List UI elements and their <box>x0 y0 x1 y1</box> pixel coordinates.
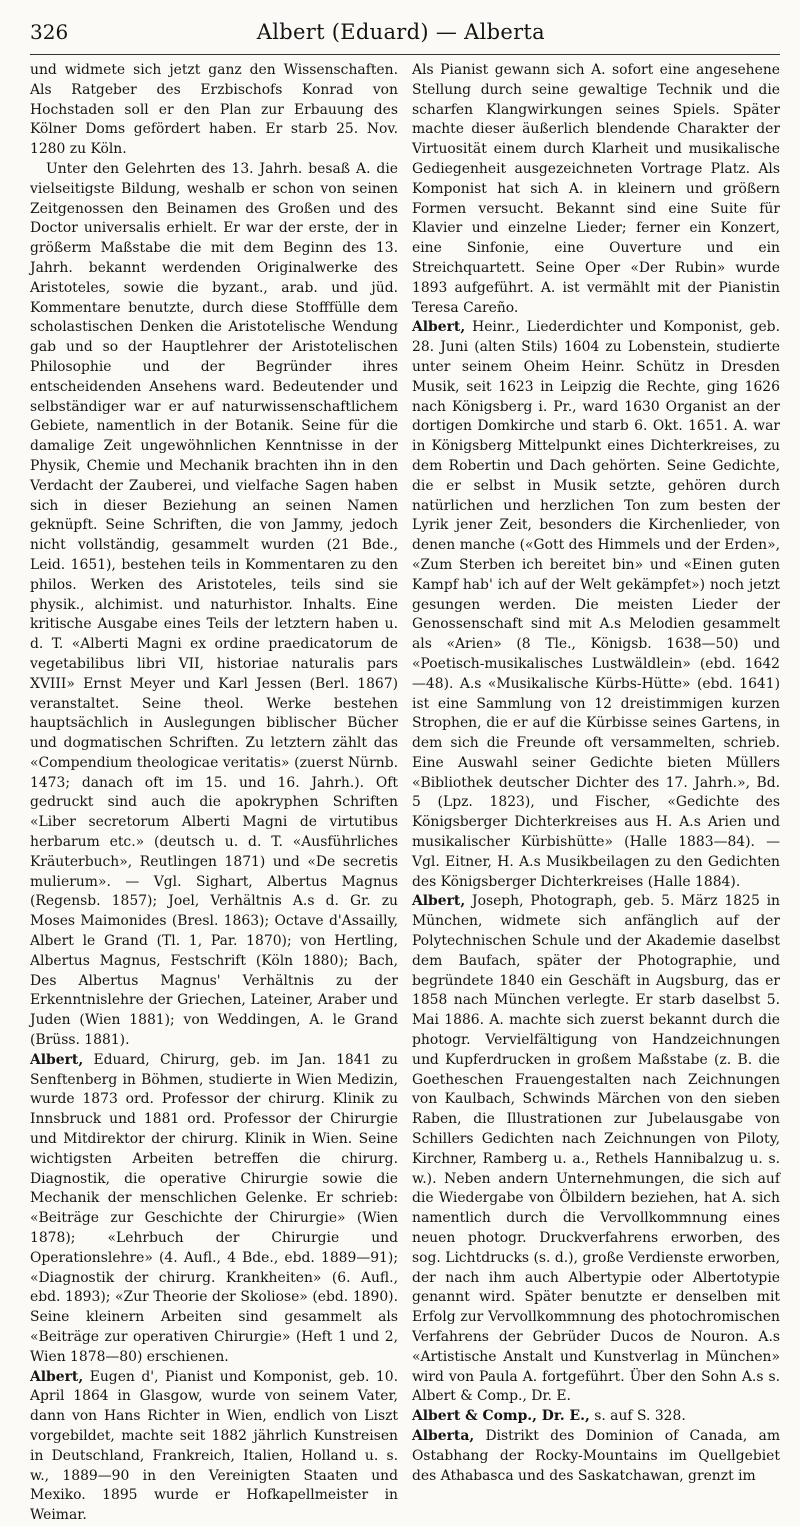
entry-albert-heinrich <box>412 318 780 892</box>
entry-body: s. auf S. 328. <box>589 1408 686 1425</box>
entry-headword: Albert & Comp., Dr. E., <box>412 1408 590 1425</box>
entry-body: Heinr., Liederdichter und Komponist, geb. 28. Juni (alten Stils) 1604 zu Lobenstein, studierte unter seinem Oheim Heinr. Schütz in Dresden Musik, seit 1623 in Leipzig die Rechte, ging 1626 nach Königsberg i. Pr., ward 1630 Organist an der dortigen Domkirche und starb 6. Okt. 1651. A. war in Königsberg Mittelpunkt eines Dichterkreises, zu dem Robertin und Dach gehörten. Seine Gedichte, die er selbst in Musik setzte, gehören durch natürlichen und herzlichen Ton zum besten der Lyrik jener Zeit, besonders die Kirchenlieder, von denen manche («Gott des Himmels und der Erden», «Zum Sterben ich bereitet bin» und «Einen guten Kampf hab' ich auf der Welt gekämpfet») noch jetzt gesungen werden. Die meisten Lieder der Genossenschaft sind mit A.s Melodien gesammelt als «Arien» (8 Tle., Königsb. 1638—50) und «Poetisch-musikalisches Lustwäldlein» (ebd. 1642—48). A.s «Musikalische Kürbs-Hütte» (ebd. 1641) ist eine Sammlung von 12 dreistimmigen kurzen Strophen, die er auf die Kürbisse seines Gartens, in dem sich die Freunde oft versammelten, schrieb. Eine Auswahl seiner Gedichte bieten Müllers «Bibliothek deutscher Dichter des 17. Jahrh.», Bd. 5 (Lpz. 1823), und Fischer, «Gedichte des Königsberger Dichterkreises aus H. A.s Arien und musikalischer Kürbishütte» (Halle 1883—84). — Vgl. Eitner, H. A.s Musikbeilagen zu den Gedichten des Königsberger Dichterkreises (Halle 1884). <box>412 319 780 890</box>
entry-headword: Albert, <box>412 893 466 910</box>
entry-body: Eduard, Chirurg, geb. im Jan. 1841 zu Senftenberg in Böhmen, studierte in Wien Medizin, wurde 1873 ord. Professor der chirurg. Klinik zu Innsbruck und 1881 ord. Professor der Chirurgie und Mitdirektor der chirurg. Klinik in Wien. Seine wichtigsten Arbeiten betreffen die chirurg. Diagnostik, die operative Chirurgie sowie die Mechanik der menschlichen Gelenke. Er schrieb: «Beiträge zur Geschichte der Chirurgie» (Wien 1878); «Lehrbuch der Chirurgie und Operationslehre» (4. Aufl., 4 Bde., ebd. 1889—91); «Diagnostik der chirurg. Krankheiten» (6. Aufl., ebd. 1893); «Zur Theorie der Skoliose» (ebd. 1890). Seine kleinern Arbeiten sind gesammelt als «Beiträge zur operativen Chirurgie» (Heft 1 und 2, Wien 1878—80) erschienen. <box>30 1051 398 1365</box>
entry-albert-eduard <box>30 1051 398 1368</box>
running-head: Albert (Eduard) — Alberta <box>256 20 545 44</box>
paragraph: und widmete sich jetzt ganz den Wissenschaften. Als Ratgeber des Erzbischofs Konrad von Hochstaden soll er den Plan zur Erbauung des Kölner Doms gefördert haben. Er starb 25. Nov. 1280 zu Köln. <box>30 62 398 158</box>
entry-alberta <box>412 1427 780 1486</box>
entry-body: Joseph, Photograph, geb. 5. März 1825 in München, widmete sich anfänglich auf der Polytechnischen Schule und der Akademie daselbst dem Baufach, später der Photographie, und begründete 1840 ein Geschäft in Augsburg, das er 1858 nach München verlegte. Er starb daselbst 5. Mai 1886. A. machte sich zuerst bekannt durch die photogr. Vervielfältigung von Handzeichnungen und Kupferdrucken in großem Maßstabe (z. B. die Goetheschen Frauengestalten nach Zeichnungen von Kaulbach, Schwinds Märchen von den sieben Raben, die Illustrationen zur Jubelausgabe von Schillers Gedichten nach Zeichnungen von Piloty, Kirchner, Ramberg u. a., Rethels Hannibalzug u. s. w.). Neben andern Unternehmungen, die sich auf die Wiedergabe von Ölbildern beziehen, hat A. sich namentlich durch die Vervollkommnung eines neuen photogr. Druckverfahrens erworben, des sog. Lichtdrucks (s. d.), große Verdienste erworben, der nach ihm auch Albertypie oder Albertotypie genannt wird. Später benutzte er denselben mit Erfolg zur Vervollkommnung des photochromischen Verfahrens der Gebrüder Ducos de Nouron. A.s «Artistische Anstalt und Kunstverlag in München» wird von Paula A. fortgeführt. Über den Sohn A.s s. Albert & Comp., Dr. E. <box>412 893 780 1405</box>
page-number: 326 <box>30 20 69 44</box>
paragraph: Unter den Gelehrten des 13. Jahrh. besaß A. die vielseitigste Bildung, weshalb er schon von seinen Zeitgenossen den Beinamen des Großen und des Doctor universalis erhielt. Er war der erste, der in größerm Maßstabe die mit dem Beginn des 13. Jahrh. bekannt werdenden Originalwerke des Aristoteles, sowie die byzant., arab. und jüd. Kommentare benutzte, durch diese Stofffülle dem scholastischen Denken die Aristotelische Wendung gab und so der Hauptlehrer der Aristotelischen Philosophie und der Begründer ihres entscheidenden Ansehens ward. Bedeutender und selbständiger war er auf naturwissenschaftlichem Gebiete, namentlich in der Botanik. Seine für die damalige Zeit ungewöhnlichen Kenntnisse in der Physik, Chemie und Mechanik brachten ihn in den Verdacht der Zauberei, und vielfache Sagen haben sich in dieser Beziehung an seinen Namen geknüpft. Seine Schriften, die von Jammy, jedoch nicht vollständig, gesammelt wurden (21 Bde., Leid. 1651), bestehen teils in Kommentaren zu den philos. Werken des Aristoteles, teils sind sie physik., alchimist. und naturhistor. Inhalts. Eine kritische Ausgabe eines Teils der letztern haben u. d. T. «Alberti Magni ex ordine praedicatorum de vegetabilibus libri VII, historiae naturalis pars XVIII» Ernst Meyer und Karl Jessen (Berl. 1867) veranstaltet. Seine theol. Werke bestehen hauptsächlich in Auslegungen biblischer Bücher und dogmatischen Schriften. Zu letztern zählt das «Compendium theologicae veritatis» (zuerst Nürnb. 1473; danach oft im 15. und 16. Jahrh.). Oft gedruckt sind auch die apokryphen Schriften «Liber secretorum Alberti Magni de virtutibus herbarum etc.» (deutsch u. d. T. «Ausführliches Kräuterbuch», Reutlingen 1871) und «De secretis mulierum». — Vgl. Sighart, Albertus Magnus (Regensb. 1857); Joel, Verhältnis A.s d. Gr. zu Moses Maimonides (Bresl. 1863); Octave d'Assailly, Albert le Grand (Tl. 1, Par. 1870); von Hertling, Albertus Magnus, Festschrift (Köln 1880); Bach, Des Albertus Magnus' Verhältnis zu der Erkenntnislehre der Griechen, Lateiner, Araber und Juden (Wien 1881); von Weddingen, A. le Grand (Brüss. 1881). <box>30 160 398 1049</box>
left-column <box>30 61 398 1526</box>
entry-body: Distrikt des Dominion of Canada, am Ostabhang der Rocky-Mountains im Quellgebiet des Athabasca und des Saskatchawan, grenzt im <box>412 1427 780 1484</box>
entry-albert-comp <box>412 1407 780 1427</box>
page-header <box>30 20 780 55</box>
entry-headword: Albert, <box>412 319 466 336</box>
entry-headword: Albert, <box>30 1051 84 1068</box>
entry-albert-joseph <box>412 892 780 1407</box>
entry-albert-eugen <box>30 1368 398 1526</box>
text-columns <box>30 61 780 1526</box>
entry-headword: Alberta, <box>412 1427 475 1444</box>
paragraph: Als Pianist gewann sich A. sofort eine angesehene Stellung durch seine gewaltige Technik und die scharfen Klangwirkungen seines Spiels. Später machte dieser äußerlich blendende Charakter der Virtuosität einem durch Klarheit und musikalische Gediegenheit ausgezeichneten Vortrage Platz. Als Komponist hat sich A. in kleinern und größern Formen versucht. Bekannt sind eine Suite für Klavier und einzelne Lieder; ferner ein Konzert, eine Sinfonie, eine Ouverture und ein Streichquartett. Seine Oper «Der Rubin» wurde 1893 aufgeführt. A. ist vermählt mit der Pianistin Teresa Careño. <box>412 62 780 316</box>
entry-headword: Albert, <box>30 1368 84 1385</box>
right-column <box>412 61 780 1526</box>
entry-body: Eugen d', Pianist und Komponist, geb. 10. April 1864 in Glasgow, wurde von seinem Vater, dann von Hans Richter in Wien, endlich von Liszt vorgebildet, machte seit 1882 jährlich Kunstreisen in Deutschland, Frankreich, Italien, Holland u. s. w., 1889—90 in den Vereinigten Staaten und Mexiko. 1895 wurde er Hofkapellmeister in Weimar. <box>30 1368 398 1524</box>
